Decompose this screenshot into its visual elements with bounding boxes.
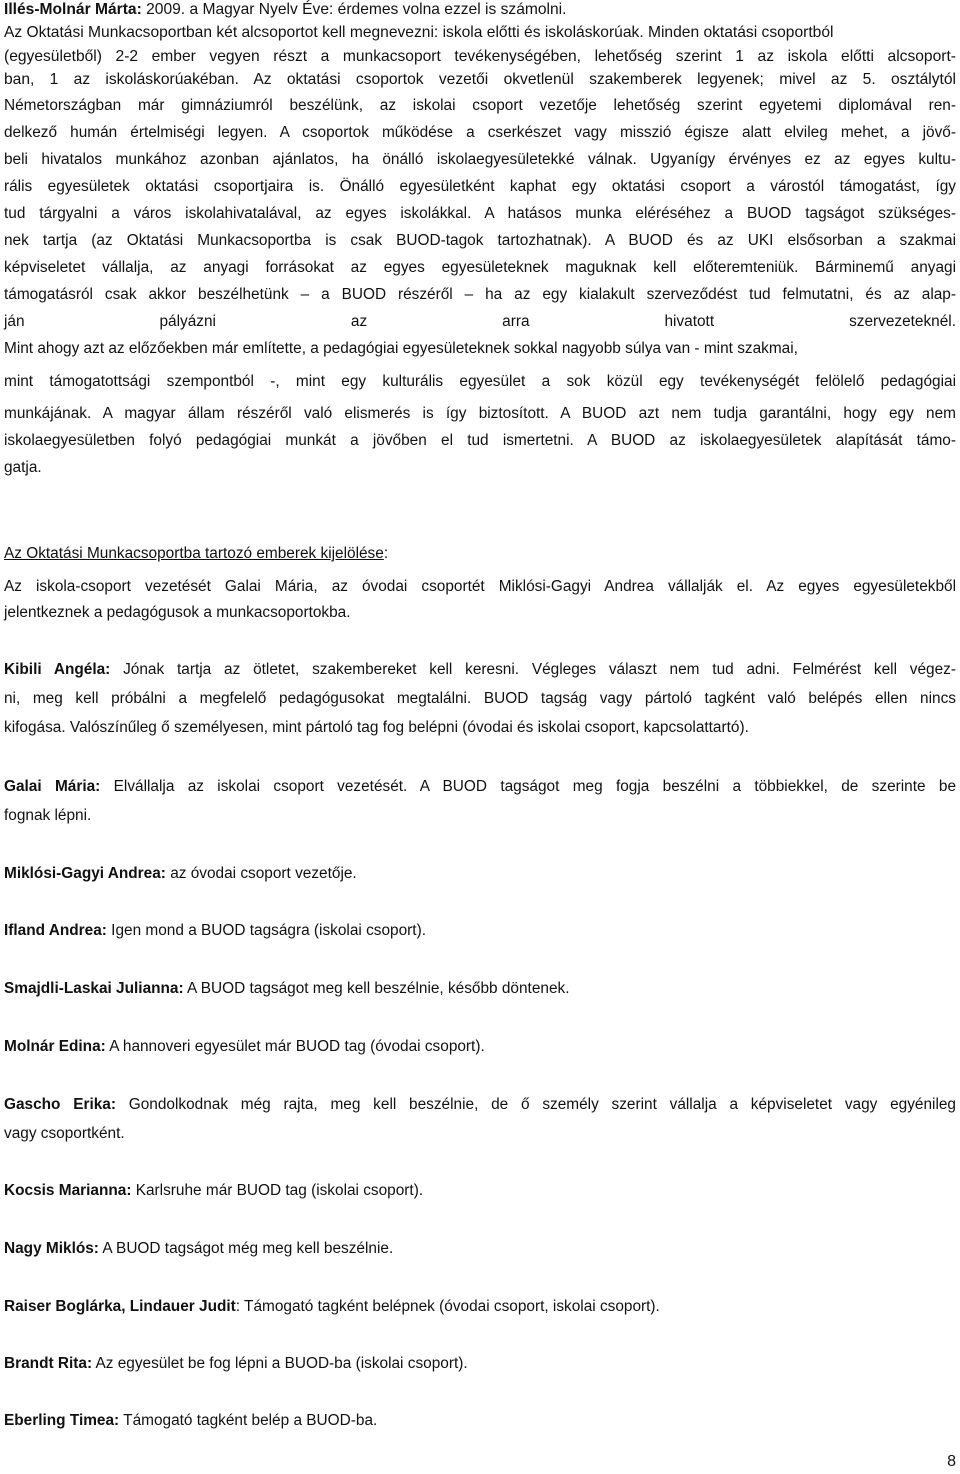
body-line: rális egyesületek oktatási csoportjaira is. Önálló egyesületként kaphat egy oktatási csoport a várostól támogatást, így [4,178,956,195]
body-line: Az iskola-csoport vezetését Galai Mária, az óvodai csoportét Miklósi-Gagyi Andrea vállalják el. Az egyes egyesületekből [4,578,956,595]
entry-line: Raiser Boglárka, Lindauer Judit: Támogató tagként belépnek (óvodai csoport, iskolai csoport). [4,1298,660,1315]
body-line: beli hivatalos munkához azonban ajánlatos, ha önálló iskolaegyesületekké válnak. Ugyanígy érvényes ez az egyes kultu- [4,151,956,168]
entry-line: fognak lépni. [4,807,92,824]
entry-line: Nagy Miklós: A BUOD tagságot még meg kell beszélnie. [4,1240,394,1257]
entry-line: Molnár Edina: A hannoveri egyesület már BUOD tag (óvodai csoport). [4,1038,485,1055]
intro-line: Illés-Molnár Márta: 2009. a Magyar Nyelv Éve: érdemes volna ezzel is számolni. [4,1,567,18]
speaker-label: Smajdli-Laskai Julianna: [4,980,184,997]
body-line: munkájának. A magyar állam részéről való elismerés is így biztosított. A BUOD azt nem tudja garantálni, hogy egy nem [4,405,956,422]
intro-line: Az Oktatási Munkacsoportban két alcsoportot kell megnevezni: iskola előtti és iskoláskorúak. Minden oktatási csoportból [4,24,834,41]
body-line: ján pályázni az arra hivatott szervezeteknél. [4,313,956,330]
body-line: iskolaegyesületben folyó pedagógiai munkát a jövőben el tud ismertetni. A BUOD az iskolaegyesületek alapítását támo- [4,432,956,449]
body-line: támogatásról csak akkor beszélhetünk – a BUOD részéről – ha az egy kialakult szerveződést tud felmutatni, és az alap- [4,286,956,303]
entry-line: Galai Mária: Elvállalja az iskolai csoport vezetését. A BUOD tagságot meg fogja beszélni a többiekkel, de szerinte be [4,778,957,795]
entry-line: ni, meg kell próbálni a megfelelő pedagógusokat megtalálni. BUOD tagság vagy pártoló tagként való belépés ellen nincs [4,690,956,707]
speaker-label: Miklósi-Gagyi Andrea: [4,865,166,882]
entry-line: Ifland Andrea: Igen mond a BUOD tagságra (iskolai csoport). [4,922,426,939]
speaker-label: Eberling Timea: [4,1412,120,1429]
body-line: jelentkeznek a pedagógusok a munkacsoportokba. [4,604,351,621]
entry-line: vagy csoportként. [4,1125,125,1142]
body-line: tud tárgyalni a város iskolahivatalával, az egyes iskolákkal. A hatásos munka eléréséhez a BUOD tagságot szükséges- [4,205,956,222]
entry-line: Eberling Timea: Támogató tagként belép a BUOD-ba. [4,1412,378,1429]
intro-line: ban, 1 az iskoláskorúakéban. Az oktatási csoportok vezetői okvetlenül szakemberek legyenek; mivel az 5. osztálytól [4,71,956,88]
intro-line: (egyesületből) 2-2 ember vegyen részt a munkacsoport tevékenységében, lehetőség szerint 1 az iskola előtti alcsoport- [4,48,956,65]
body-line: nek tartja (az Oktatási Munkacsoportba is csak BUOD-tagok tartozhatnak). A BUOD és az UKI elsősorban a szakmai [4,232,956,249]
speaker-label: Gascho Erika: [4,1096,116,1113]
body-line: gatja. [4,459,42,476]
body-line: képviseletet vállalja, az anyagi forrásokat az egyes egyesületeknek maguknak kell előteremteniük. Bárminemű anyagi [4,259,956,276]
speaker-label: Molnár Edina: [4,1038,106,1055]
speaker-label: Nagy Miklós: [4,1240,99,1257]
entry-line: Brandt Rita: Az egyesület be fog lépni a BUOD-ba (iskolai csoport). [4,1355,468,1372]
entry-line: kifogása. Valószínűleg ő személyesen, mint pártoló tag fog belépni (óvodai és iskolai csoport, kapcsolattartó). [4,719,749,736]
entry-line: Kocsis Marianna: Karlsruhe már BUOD tag (iskolai csoport). [4,1182,424,1199]
speaker-label: Brandt Rita: [4,1355,93,1372]
entry-line: Smajdli-Laskai Julianna: A BUOD tagságot meg kell beszélnie, később döntenek. [4,980,570,997]
body-line: delkező humán értelmiségi legyen. A csoportok működése a cserkészet vagy misszió égisze alatt elvileg mehet, a jövő- [4,124,956,141]
body-line: mint támogatottsági szempontból -, mint egy kulturális egyesület a sok közül egy tevékenységét felölelő pedagógiai [4,373,956,390]
entry-line: Kibili Angéla: Jónak tartja az ötletet, szakembereket kell keresni. Végleges választ nem tud adni. Felmérést kell végez- [4,661,956,678]
section-heading: Az Oktatási Munkacsoportba tartozó emberek kijelölése: [4,545,389,562]
body-line: Mint ahogy azt az előzőekben már említette, a pedagógiai egyesületeknek sokkal nagyobb súlya van - mint szakmai, [4,340,798,357]
speaker-label: Kibili Angéla: [4,661,111,678]
body-line: Németországban már gimnáziumról beszélünk, az iskolai csoport vezetője lehetőség szerint egyetemi diplomával ren- [4,97,956,114]
speaker-label: Ifland Andrea: [4,922,107,939]
entry-line: Miklósi-Gagyi Andrea: az óvodai csoport vezetője. [4,865,357,882]
page-number: 8 [947,1453,956,1470]
entry-line: Gascho Erika: Gondolkodnak még rajta, meg kell beszélnie, de ő személy szerint vállalja a képviseletet vagy egyénileg [4,1096,956,1113]
speaker-label: Galai Mária: [4,778,101,795]
speaker-label: Illés-Molnár Márta: [4,1,142,18]
speaker-label: Raiser Boglárka, Lindauer Judit [4,1298,236,1315]
speaker-label: Kocsis Marianna: [4,1182,132,1199]
